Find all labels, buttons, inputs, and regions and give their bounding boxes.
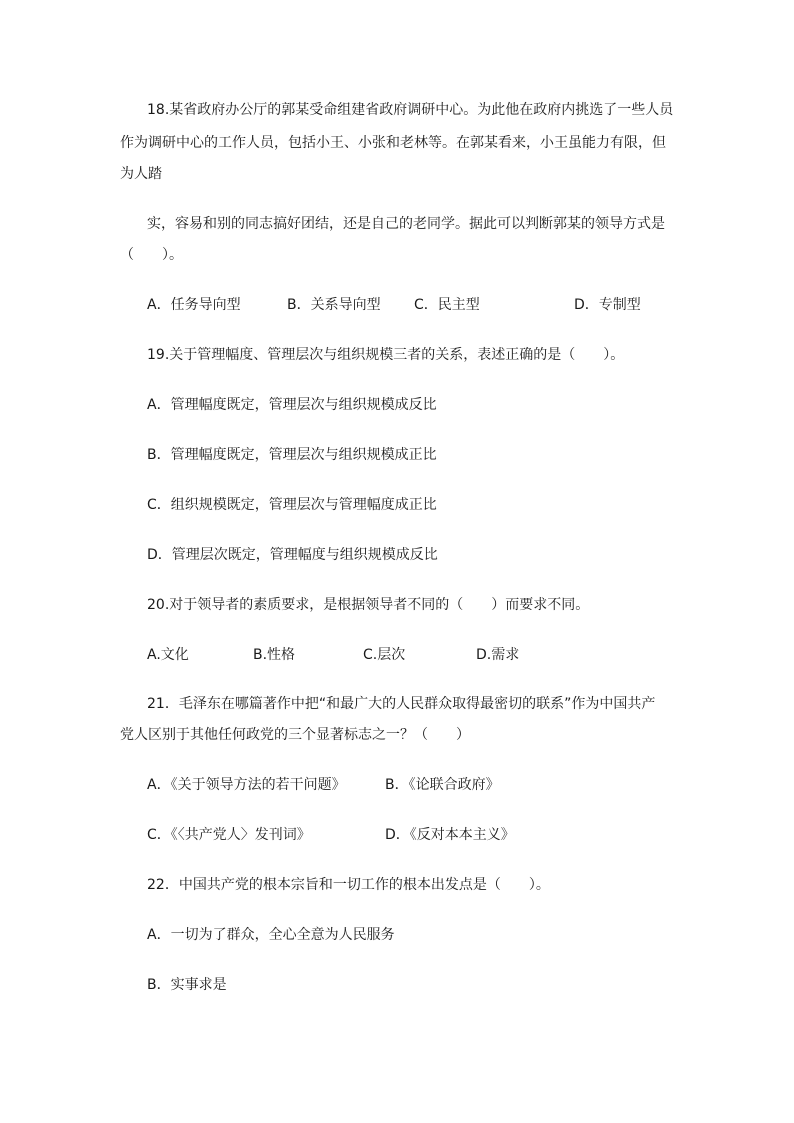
q18-option-a: A．任务导向型 xyxy=(147,297,241,313)
q18-option-d: D．专制型 xyxy=(574,297,641,313)
q19-stem: 19.关于管理幅度、管理层次与组织规模三者的关系，表述正确的是（ ）。 xyxy=(147,347,625,363)
q19-option-c: C．组织规模既定，管理层次与管理幅度成正比 xyxy=(147,497,437,513)
q21-stem-line-2: 党人区别于其他任何政党的三个显著标志之一？（ ） xyxy=(120,727,470,743)
q18-stem-line-4: 实，容易和别的同志搞好团结，还是自己的老同学。据此可以判断郭某的领导方式是 xyxy=(147,216,665,232)
q21-option-d: D．《反对本本主义》 xyxy=(385,827,515,843)
q20-option-a: A.文化 xyxy=(147,647,189,663)
q20-option-b: B.性格 xyxy=(253,647,296,663)
q22-option-a: A．一切为了群众，全心全意为人民服务 xyxy=(147,927,395,943)
q18-option-c: C．民主型 xyxy=(414,297,480,313)
q19-option-b: B．管理幅度既定，管理层次与组织规模成正比 xyxy=(147,447,437,463)
q21-option-c: C．《〈共产党人〉发刊词》 xyxy=(147,827,311,843)
q18-option-b: B．关系导向型 xyxy=(287,297,381,313)
q21-option-b: B．《论联合政府》 xyxy=(385,777,500,793)
q22-option-b: B．实事求是 xyxy=(147,977,227,993)
q18-stem-line-1: 18.某省政府办公厅的郭某受命组建省政府调研中心。为此他在政府内挑选了一些人员 xyxy=(147,102,674,118)
q21-option-a: A．《关于领导方法的若干问题》 xyxy=(147,777,346,793)
q19-option-a: A．管理幅度既定，管理层次与组织规模成反比 xyxy=(147,397,437,413)
q20-stem: 20.对于领导者的素质要求，是根据领导者不同的（ ）而要求不同。 xyxy=(147,597,590,613)
q19-option-d: D．管理层次既定，管理幅度与组织规模成反比 xyxy=(147,547,438,563)
q20-option-c: C.层次 xyxy=(363,647,406,663)
q18-stem-line-3: 为人踏 xyxy=(120,166,162,182)
q18-stem-line-2: 作为调研中心的工作人员，包括小王、小张和老林等。在郭某看来，小王虽能力有限，但 xyxy=(120,135,666,151)
q18-stem-line-5: （ ）。 xyxy=(120,247,183,263)
q21-stem-line-1: 21．毛泽东在哪篇著作中把“和最广大的人民群众取得最密切的联系”作为中国共产 xyxy=(147,696,656,712)
q22-stem: 22．中国共产党的根本宗旨和一切工作的根本出发点是（ ）。 xyxy=(147,877,550,893)
q20-option-d: D.需求 xyxy=(476,647,520,663)
